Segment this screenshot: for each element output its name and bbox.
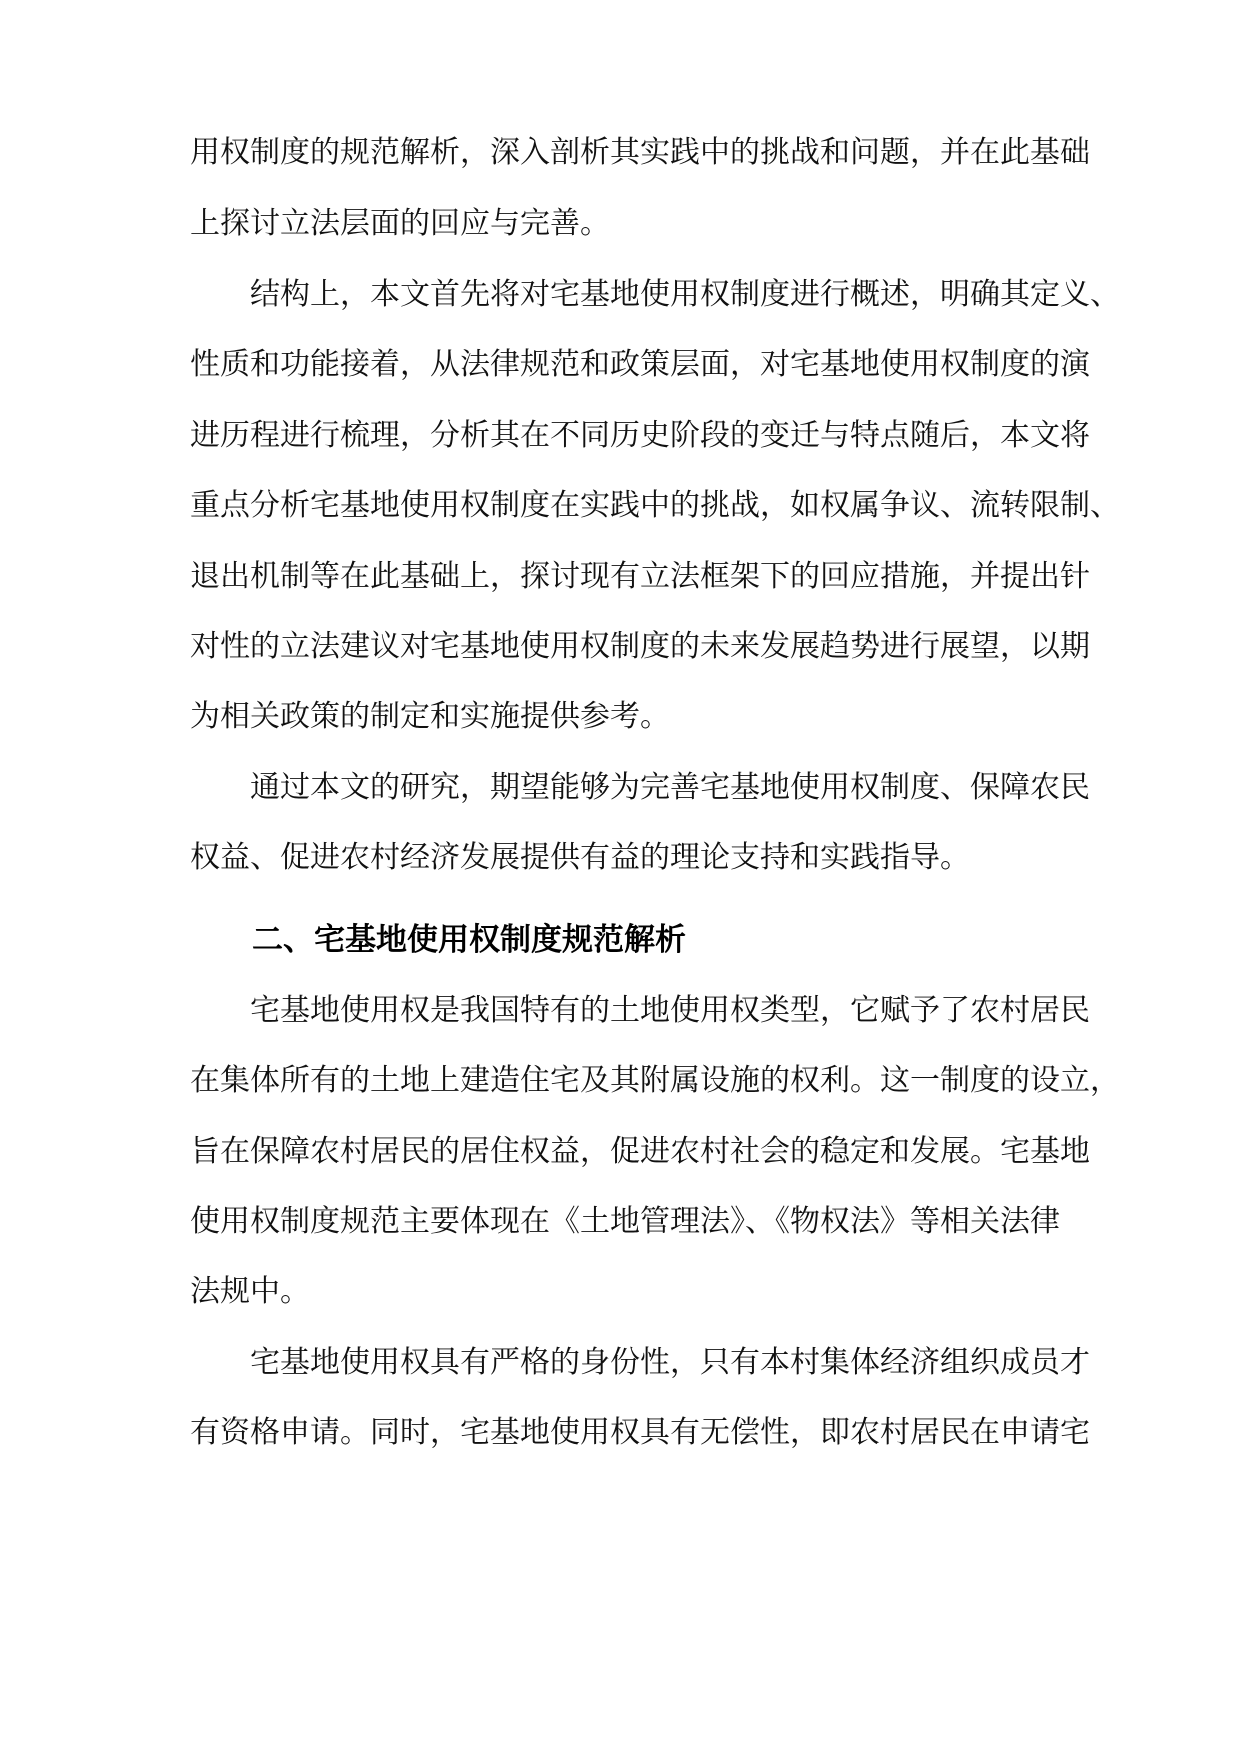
paragraph-line: 有资格申请。同时，宅基地使用权具有无偿性，即农村居民在申请宅 (190, 1415, 1090, 1450)
paragraph-line: 宅基地使用权具有严格的身份性，只有本村集体经济组织成员才 (250, 1345, 1090, 1380)
paragraph-line: 对性的立法建议对宅基地使用权制度的未来发展趋势进行展望，以期 (190, 629, 1090, 664)
paragraph-line: 进历程进行梳理，分析其在不同历史阶段的变迁与特点随后，本文将 (190, 418, 1090, 453)
paragraph-line: 退出机制等在此基础上，探讨现有立法框架下的回应措施，并提出针 (190, 559, 1090, 594)
paragraph-line: 用权制度的规范解析，深入剖析其实践中的挑战和问题，并在此基础 (190, 135, 1090, 170)
section-heading: 二、宅基地使用权制度规范解析 (252, 922, 686, 958)
paragraph-line: 重点分析宅基地使用权制度在实践中的挑战，如权属争议、流转限制、 (190, 488, 1120, 523)
paragraph-line: 性质和功能接着，从法律规范和政策层面，对宅基地使用权制度的演 (190, 347, 1090, 382)
paragraph-line: 通过本文的研究，期望能够为完善宅基地使用权制度、保障农民 (250, 770, 1090, 805)
paragraph-line: 旨在保障农村居民的居住权益，促进农村社会的稳定和发展。宅基地 (190, 1134, 1090, 1169)
paragraph-line: 使用权制度规范主要体现在《土地管理法》、《物权法》等相关法律 (190, 1204, 1060, 1239)
paragraph-line: 法规中。 (190, 1274, 310, 1309)
paragraph-line: 结构上，本文首先将对宅基地使用权制度进行概述，明确其定义、 (250, 277, 1120, 312)
paragraph-line: 上探讨立法层面的回应与完善。 (190, 206, 610, 241)
paragraph-line: 宅基地使用权是我国特有的土地使用权类型，它赋予了农村居民 (250, 993, 1090, 1028)
paragraph-line: 在集体所有的土地上建造住宅及其附属设施的权利。这一制度的设立， (190, 1063, 1120, 1098)
paragraph-line: 为相关政策的制定和实施提供参考。 (190, 699, 670, 734)
paragraph-line: 权益、促进农村经济发展提供有益的理论支持和实践指导。 (190, 840, 970, 875)
